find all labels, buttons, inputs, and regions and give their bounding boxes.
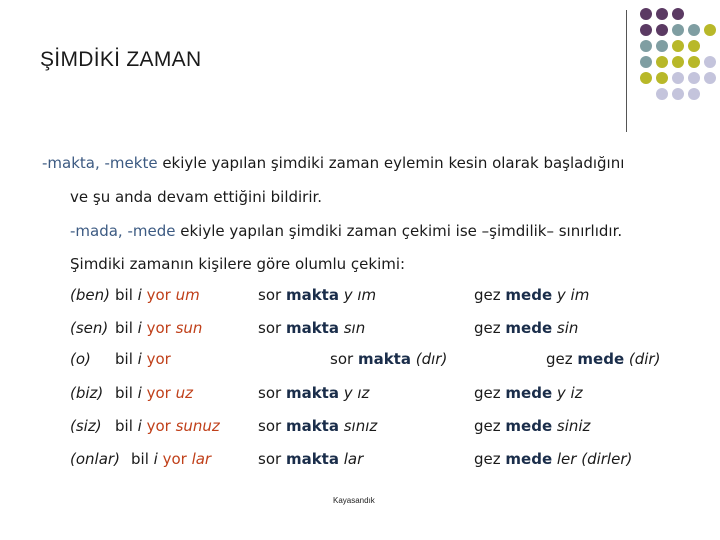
verb-bil-person-ending: um xyxy=(170,286,200,304)
verb-sor-person-ending: (dır) xyxy=(410,350,448,368)
conjugation-cell xyxy=(70,450,120,468)
verb-sor-makta-suffix: makta xyxy=(285,384,339,402)
verb-sor-person-ending: lar xyxy=(338,450,364,468)
verb-sor-stem: sor xyxy=(258,384,286,402)
suffix-makta-mekte: -makta, -mekte xyxy=(42,154,158,172)
conjugation-cell xyxy=(131,450,211,468)
verb-sor-makta-suffix: makta xyxy=(285,286,339,304)
paragraph-2: ve şu anda devam ettiğini bildirir. xyxy=(70,188,323,206)
paragraph-3 xyxy=(70,222,622,240)
decorative-divider xyxy=(626,10,627,132)
verb-bil-yor-suffix: yor xyxy=(141,350,171,368)
verb-bil-stem: bil xyxy=(115,319,138,337)
verb-gez-mede-suffix: mede xyxy=(505,286,553,304)
dot xyxy=(672,88,684,100)
dot xyxy=(656,88,668,100)
dot xyxy=(704,72,716,84)
verb-gez-person-ending: ler (dirler) xyxy=(552,450,633,468)
conjugation-cell xyxy=(115,286,200,304)
verb-bil-person-ending: sunuz xyxy=(170,417,220,435)
verb-gez-person-ending: (dir) xyxy=(624,350,661,368)
verb-bil-buffer: i xyxy=(137,384,142,402)
verb-bil-person-ending: lar xyxy=(186,450,212,468)
dot xyxy=(688,56,700,68)
verb-sor-makta-suffix: makta xyxy=(285,450,339,468)
dot xyxy=(656,8,668,20)
verb-sor-makta-suffix: makta xyxy=(285,417,339,435)
dot xyxy=(640,72,652,84)
verb-gez-mede-suffix: mede xyxy=(505,384,553,402)
verb-gez-stem: gez xyxy=(546,350,578,368)
suffix-mada-mede: -mada, -mede xyxy=(70,222,176,240)
conjugation-cell xyxy=(258,417,377,435)
verb-sor-person-ending: y ız xyxy=(338,384,370,402)
verb-gez-mede-suffix: mede xyxy=(505,450,553,468)
verb-bil-stem: bil xyxy=(115,350,138,368)
pronoun: (sen) xyxy=(70,319,109,337)
verb-gez-person-ending: y im xyxy=(552,286,590,304)
verb-sor-makta-suffix: makta xyxy=(357,350,411,368)
verb-bil-stem: bil xyxy=(115,384,138,402)
verb-sor-person-ending: sınız xyxy=(338,417,378,435)
dot xyxy=(688,24,700,36)
paragraph-3-text: ekiyle yapılan şimdiki zaman çekimi ise –şimdilik– sınırlıdır. xyxy=(175,222,623,240)
verb-gez-stem: gez xyxy=(474,286,506,304)
dot xyxy=(672,72,684,84)
verb-bil-stem: bil xyxy=(115,286,138,304)
verb-bil-person-ending: uz xyxy=(170,384,193,402)
paragraph-1-text: ekiyle yapılan şimdiki zaman eylemin kesin olarak başladığını xyxy=(157,154,625,172)
conjugation-cell xyxy=(70,350,91,368)
conjugation-cell xyxy=(258,450,363,468)
verb-bil-yor-suffix: yor xyxy=(141,286,171,304)
verb-gez-mede-suffix: mede xyxy=(577,350,625,368)
verb-gez-stem: gez xyxy=(474,384,506,402)
conjugation-cell xyxy=(70,286,110,304)
pronoun: (ben) xyxy=(70,286,110,304)
dot xyxy=(640,24,652,36)
dot xyxy=(640,56,652,68)
verb-bil-yor-suffix: yor xyxy=(157,450,187,468)
conjugation-cell xyxy=(70,417,102,435)
verb-bil-yor-suffix: yor xyxy=(141,417,171,435)
dot xyxy=(704,56,716,68)
dot xyxy=(656,24,668,36)
dot xyxy=(672,56,684,68)
verb-bil-buffer: i xyxy=(137,286,142,304)
verb-bil-stem: bil xyxy=(115,417,138,435)
verb-sor-stem: sor xyxy=(258,450,286,468)
verb-sor-stem: sor xyxy=(258,417,286,435)
dot xyxy=(704,24,716,36)
conjugation-cell xyxy=(258,319,365,337)
conjugation-cell xyxy=(258,286,376,304)
conjugation-cell xyxy=(70,384,103,402)
verb-gez-stem: gez xyxy=(474,417,506,435)
conjugation-cell xyxy=(330,350,447,368)
pronoun: (biz) xyxy=(70,384,104,402)
verb-bil-stem: bil xyxy=(131,450,154,468)
dot xyxy=(688,88,700,100)
verb-bil-buffer: i xyxy=(137,417,142,435)
verb-bil-buffer: i xyxy=(137,319,142,337)
dot xyxy=(656,56,668,68)
conjugation-cell xyxy=(115,350,171,368)
decorative-dot-grid xyxy=(640,8,720,108)
verb-bil-yor-suffix: yor xyxy=(141,384,171,402)
paragraph-4: Şimdiki zamanın kişilere göre olumlu çekimi: xyxy=(70,255,406,273)
conjugation-cell xyxy=(115,384,193,402)
dot xyxy=(640,40,652,52)
conjugation-cell xyxy=(115,417,220,435)
verb-sor-stem: sor xyxy=(330,350,358,368)
dot xyxy=(656,40,668,52)
page-title: ŞİMDİKİ ZAMAN xyxy=(40,48,202,71)
verb-sor-stem: sor xyxy=(258,319,286,337)
conjugation-row-gez xyxy=(474,319,578,337)
conjugation-row-gez xyxy=(474,286,589,304)
dot xyxy=(640,8,652,20)
footer-author: Kayasandık xyxy=(333,496,375,505)
conjugation-cell xyxy=(70,319,108,337)
verb-sor-person-ending: sın xyxy=(338,319,366,337)
dot xyxy=(688,72,700,84)
verb-sor-stem: sor xyxy=(258,286,286,304)
dot xyxy=(672,24,684,36)
conjugation-row-gez xyxy=(546,350,660,368)
dot xyxy=(656,72,668,84)
verb-gez-stem: gez xyxy=(474,450,506,468)
pronoun: (o) xyxy=(70,350,91,368)
verb-gez-mede-suffix: mede xyxy=(505,417,553,435)
verb-bil-buffer: i xyxy=(153,450,158,468)
paragraph-1 xyxy=(42,154,624,172)
verb-gez-person-ending: sin xyxy=(552,319,579,337)
verb-sor-makta-suffix: makta xyxy=(285,319,339,337)
conjugation-cell xyxy=(115,319,202,337)
conjugation-row-gez xyxy=(474,450,632,468)
verb-gez-mede-suffix: mede xyxy=(505,319,553,337)
verb-gez-person-ending: siniz xyxy=(552,417,591,435)
conjugation-cell xyxy=(258,384,369,402)
pronoun: (onlar) xyxy=(70,450,120,468)
verb-bil-buffer: i xyxy=(137,350,142,368)
verb-gez-person-ending: y iz xyxy=(552,384,583,402)
dot xyxy=(672,40,684,52)
pronoun: (siz) xyxy=(70,417,102,435)
verb-bil-person-ending: sun xyxy=(170,319,203,337)
verb-gez-stem: gez xyxy=(474,319,506,337)
dot xyxy=(672,8,684,20)
dot xyxy=(688,40,700,52)
verb-bil-yor-suffix: yor xyxy=(141,319,171,337)
conjugation-row-gez xyxy=(474,417,590,435)
conjugation-row-gez xyxy=(474,384,583,402)
verb-sor-person-ending: y ım xyxy=(338,286,377,304)
